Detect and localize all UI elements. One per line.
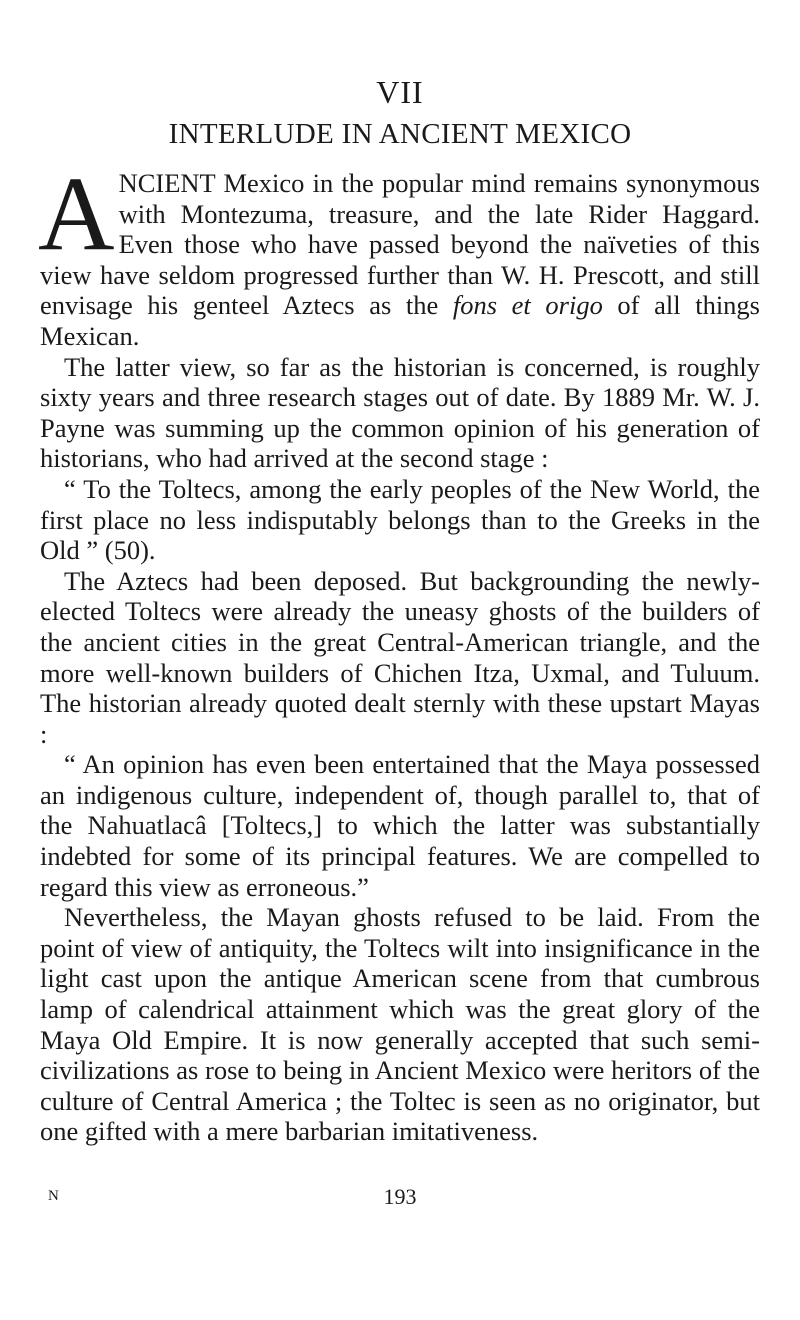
latin-phrase: fons et origo <box>452 290 603 321</box>
paragraph-1 <box>38 155 760 352</box>
chapter-title: INTERLUDE IN ANCIENT MEXICO <box>168 118 632 150</box>
book-page <box>40 0 760 1320</box>
signature-mark: N <box>48 1188 59 1204</box>
body-text <box>38 155 760 1147</box>
quotation-2: “ An opinion has even been entertained that the Maya possessed an indigenous culture, independent of, though parallel to, that of the Nahuatlacâ [Toltecs,] to which the latter was substantially indebted for some of its principal features. We are compelled to regard this view as erroneous.” <box>40 749 760 902</box>
page-number: 193 <box>383 1184 417 1209</box>
opening-caps: NCIENT <box>118 168 216 198</box>
page-footer <box>40 1184 760 1214</box>
paragraph-1-text-b: of all things Mexican. <box>40 290 760 351</box>
quotation-1: “ To the Toltecs, among the early peoples of the New World, the first place no less indisputably belongs than to the Greeks in the Old ” (50). <box>40 473 760 566</box>
paragraph-2: The latter view, so far as the historian is concerned, is roughly sixty years and three research stages out of date. By 1889 Mr. W. J. Payne was summing up the common opinion of his generation of historians, who had arrived at the second stage : <box>40 351 760 474</box>
paragraph-4: The Aztecs had been deposed. But backgrounding the newly-elected Toltecs were already the uneasy ghosts of the builders of the ancient cities in the great Central-American triangle, and the more well-known builders of Chichen Itza, Uxmal, and Tuluum. The historian already quoted dealt sternly with these upstart Mayas : <box>40 565 760 749</box>
paragraph-6: Nevertheless, the Mayan ghosts refused to be laid. From the point of view of antiquity, the Toltecs wilt into insignificance in the light cast upon the antique American scene from that cumbrous lamp of calendrical attainment which was the great glory of the Maya Old Empire. It is now generally accepted that such semi-civilizations as rose to being in Ancient Mexico were heritors of the culture of Central America ; the Toltec is seen as no originator, but one gifted with a mere barbarian imitativeness. <box>40 902 760 1147</box>
paragraph-1-text-a: Mexico in the popular mind remains synonymous with Montezuma, treasure, and the late Rider Haggard. Even those who have passed beyond the naïveties of this view have seldom progressed further than W. H. Prescott, and still envisage his genteel Aztecs as the <box>40 168 760 321</box>
drop-cap: A <box>38 155 115 272</box>
chapter-number: VII <box>376 74 424 110</box>
